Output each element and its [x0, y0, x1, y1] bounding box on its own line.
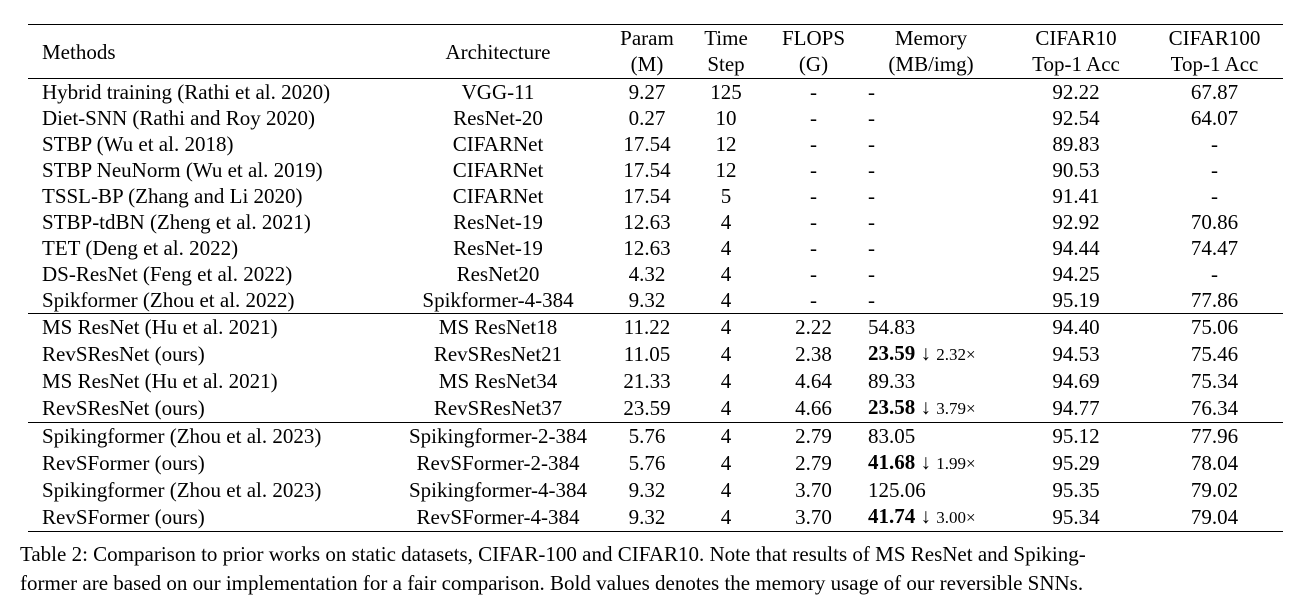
memory-value-bold: 23.59	[868, 341, 916, 365]
cell-flops: 4.66	[795, 396, 832, 420]
down-arrow-icon: ↓	[920, 341, 931, 365]
comparison-table-container	[28, 24, 1283, 532]
cell-cifar100-acc: 79.04	[1146, 503, 1283, 532]
table-body	[28, 79, 1283, 532]
cell-flops: 3.70	[771, 503, 856, 532]
cell-flops: -	[810, 236, 817, 260]
cell-cifar100-acc: 79.02	[1190, 478, 1239, 502]
cell-param: 5.76	[628, 451, 666, 475]
table-row	[28, 394, 1283, 423]
cell-time-step: 12	[715, 132, 737, 156]
caption-line-1: Table 2: Comparison to prior works on static datasets, CIFAR-100 and CIFAR10. Note that results of MS ResNet and Spiking-	[20, 542, 1086, 566]
cell-cifar100-acc: 77.86	[1190, 288, 1239, 312]
cell-method: MS ResNet (Hu et al. 2021)	[42, 369, 278, 393]
cell-cifar10-acc: 94.77	[1052, 396, 1100, 420]
cell-param: 17.54	[623, 184, 671, 208]
cell-method: RevSResNet (ours)	[42, 396, 205, 420]
cell-time-step: 4	[681, 503, 771, 532]
cell-method: TSSL-BP (Zhang and Li 2020)	[42, 184, 303, 208]
cell-architecture: ResNet-19	[453, 210, 543, 234]
cell-flops: -	[810, 184, 817, 208]
cell-cifar10-acc: 94.25	[1052, 262, 1100, 286]
cell-memory: 125.06	[868, 478, 926, 502]
cell-cifar100-acc: -	[1211, 158, 1218, 182]
table-caption	[20, 540, 1290, 598]
cell-param: 12.63	[623, 210, 671, 234]
cell-architecture: ResNet20	[456, 262, 540, 286]
cell-method: MS ResNet (Hu et al. 2021)	[28, 314, 383, 341]
header-memory: Memory	[856, 25, 1006, 52]
header-methods: Methods	[28, 25, 383, 79]
table-row	[28, 340, 1283, 368]
cell-param: 4.32	[628, 262, 666, 286]
cell-param: 9.27	[628, 80, 666, 104]
header-memory-unit: (MB/img)	[856, 51, 1006, 79]
cell-flops: -	[810, 158, 817, 182]
cell-architecture: RevSResNet37	[433, 396, 563, 420]
cell-cifar10-acc: 91.41	[1052, 184, 1100, 208]
cell-flops: 3.70	[795, 478, 832, 502]
table-row	[28, 157, 1283, 183]
cell-cifar10-acc: 92.22	[1052, 80, 1100, 104]
cell-param: 17.54	[623, 158, 671, 182]
cell-memory: 89.33	[868, 369, 916, 393]
cell-cifar10-acc: 95.35	[1052, 478, 1100, 502]
header-cifar10: CIFAR10	[1006, 25, 1146, 52]
header-time-step: Step	[681, 51, 771, 79]
cell-time-step: 4	[720, 451, 732, 475]
down-arrow-icon: ↓	[920, 504, 931, 528]
cell-memory: 83.05	[856, 423, 1006, 450]
cell-memory: -	[868, 132, 875, 156]
header-row-1	[28, 25, 1283, 52]
caption-line-2: former are based on our implementation for a fair comparison. Bold values denotes the memory usage of our reversible SNNs.	[20, 571, 1084, 595]
table-row	[28, 105, 1283, 131]
table-row	[28, 287, 1283, 314]
cell-param: 17.54	[623, 132, 671, 156]
cell-cifar10-acc: 94.44	[1052, 236, 1100, 260]
table-row	[28, 368, 1283, 394]
cell-method: STBP NeuNorm (Wu et al. 2019)	[42, 158, 323, 182]
table-row	[28, 235, 1283, 261]
cell-flops: -	[810, 288, 817, 312]
cell-memory: 54.83	[856, 314, 1006, 341]
cell-flops: 2.22	[771, 314, 856, 341]
cell-flops: -	[810, 210, 817, 234]
cell-memory: -	[868, 210, 875, 234]
cell-cifar100-acc: 64.07	[1190, 106, 1239, 130]
table-row	[28, 131, 1283, 157]
cell-memory: -	[868, 80, 875, 104]
cell-time-step: 4	[681, 314, 771, 341]
down-arrow-icon: ↓	[920, 450, 931, 474]
cell-cifar100-acc: 67.87	[1190, 80, 1239, 104]
cell-time-step: 5	[720, 184, 732, 208]
cell-param: 12.63	[623, 236, 671, 260]
cell-time-step: 125	[710, 80, 742, 104]
cell-flops: -	[810, 262, 817, 286]
cell-memory	[856, 449, 1006, 477]
cell-memory	[856, 394, 1006, 423]
cell-time-step: 4	[720, 369, 732, 393]
cell-architecture: Spikingformer-4-384	[408, 478, 588, 502]
cell-architecture: Spikformer-4-384	[422, 288, 574, 312]
cell-param: 23.59	[623, 396, 671, 420]
memory-value-bold: 41.68	[868, 450, 916, 474]
cell-flops: 2.79	[795, 451, 832, 475]
cell-cifar100-acc: 76.34	[1190, 396, 1239, 420]
table-row	[28, 477, 1283, 503]
header-flops: FLOPS	[771, 25, 856, 52]
cell-architecture: MS ResNet34	[438, 369, 558, 393]
memory-reduction-ratio: 1.99×	[936, 454, 976, 473]
table-row	[28, 183, 1283, 209]
table-header	[28, 25, 1283, 79]
cell-time-step: 4	[720, 288, 732, 312]
table-row	[28, 209, 1283, 235]
cell-time-step: 4	[720, 236, 732, 260]
cell-cifar100-acc: 78.04	[1190, 451, 1239, 475]
cell-memory: -	[868, 288, 875, 312]
cell-memory	[856, 340, 1006, 368]
cell-time-step: 4	[720, 262, 732, 286]
cell-architecture: RevSFormer-4-384	[383, 503, 613, 532]
cell-flops: 4.64	[795, 369, 832, 393]
cell-time-step: 4	[681, 423, 771, 450]
cell-method: TET (Deng et al. 2022)	[42, 236, 239, 260]
cell-architecture: CIFARNet	[452, 132, 544, 156]
cell-cifar10-acc: 92.92	[1052, 210, 1100, 234]
header-architecture: Architecture	[383, 25, 613, 79]
cell-architecture: ResNet-20	[453, 106, 543, 130]
cell-cifar10-acc: 92.54	[1052, 106, 1100, 130]
comparison-table	[28, 24, 1283, 532]
header-param: Param	[613, 25, 681, 52]
cell-method: Spikingformer (Zhou et al. 2023)	[28, 423, 383, 450]
cell-flops: -	[810, 106, 817, 130]
cell-param: 5.76	[613, 423, 681, 450]
cell-flops: 2.38	[795, 342, 832, 366]
cell-method: Diet-SNN (Rathi and Roy 2020)	[42, 106, 315, 130]
cell-param: 21.33	[623, 369, 671, 393]
cell-cifar100-acc: 77.96	[1146, 423, 1283, 450]
cell-architecture: CIFARNet	[452, 184, 544, 208]
header-flops-unit: (G)	[771, 51, 856, 79]
memory-reduction-ratio: 3.79×	[936, 399, 976, 418]
cell-cifar10-acc: 94.69	[1052, 369, 1100, 393]
table-row	[28, 79, 1283, 106]
cell-architecture: MS ResNet18	[383, 314, 613, 341]
cell-memory	[856, 503, 1006, 532]
cell-cifar10-acc: 95.34	[1006, 503, 1146, 532]
cell-method: Hybrid training (Rathi et al. 2020)	[42, 80, 331, 104]
memory-reduction-ratio: 3.00×	[936, 508, 976, 527]
cell-param: 9.32	[613, 503, 681, 532]
header-cifar10-metric: Top-1 Acc	[1006, 51, 1146, 79]
down-arrow-icon: ↓	[920, 395, 931, 419]
table-row	[28, 423, 1283, 450]
cell-cifar100-acc: -	[1211, 132, 1218, 156]
cell-cifar10-acc: 95.12	[1006, 423, 1146, 450]
table-row	[28, 449, 1283, 477]
cell-architecture: CIFARNet	[452, 158, 544, 182]
cell-cifar10-acc: 95.19	[1052, 288, 1100, 312]
cell-method: STBP-tdBN (Zheng et al. 2021)	[42, 210, 311, 234]
cell-cifar10-acc: 94.40	[1006, 314, 1146, 341]
table-row	[28, 503, 1283, 532]
cell-memory: -	[868, 158, 875, 182]
cell-param: 11.05	[623, 342, 671, 366]
cell-cifar100-acc: 75.34	[1190, 369, 1239, 393]
cell-time-step: 12	[715, 158, 737, 182]
cell-memory: -	[868, 106, 875, 130]
header-time: Time	[681, 25, 771, 52]
cell-time-step: 4	[720, 342, 732, 366]
table-row	[28, 314, 1283, 341]
cell-cifar10-acc: 94.53	[1052, 342, 1100, 366]
cell-time-step: 4	[720, 478, 732, 502]
memory-value-bold: 23.58	[868, 395, 916, 419]
cell-flops: -	[810, 132, 817, 156]
header-cifar100: CIFAR100	[1146, 25, 1283, 52]
cell-cifar100-acc: 75.46	[1190, 342, 1239, 366]
cell-cifar10-acc: 90.53	[1052, 158, 1100, 182]
cell-param: 0.27	[628, 106, 666, 130]
cell-method: RevSFormer (ours)	[28, 503, 383, 532]
cell-method: Spikingformer (Zhou et al. 2023)	[42, 478, 322, 502]
cell-cifar10-acc: 89.83	[1052, 132, 1100, 156]
cell-cifar100-acc: 74.47	[1190, 236, 1239, 260]
memory-reduction-ratio: 2.32×	[936, 345, 976, 364]
cell-memory: -	[868, 262, 875, 286]
cell-param: 9.32	[628, 478, 666, 502]
cell-param: 11.22	[613, 314, 681, 341]
cell-architecture: RevSFormer-2-384	[416, 451, 580, 475]
cell-flops: 2.79	[771, 423, 856, 450]
header-cifar100-metric: Top-1 Acc	[1146, 51, 1283, 79]
cell-method: STBP (Wu et al. 2018)	[42, 132, 234, 156]
cell-time-step: 4	[720, 210, 732, 234]
cell-cifar100-acc: 70.86	[1190, 210, 1239, 234]
cell-method: RevSFormer (ours)	[42, 451, 205, 475]
cell-cifar100-acc: -	[1211, 184, 1218, 208]
cell-time-step: 10	[715, 106, 737, 130]
cell-flops: -	[810, 80, 817, 104]
cell-cifar10-acc: 95.29	[1052, 451, 1100, 475]
cell-architecture: RevSResNet21	[433, 342, 563, 366]
header-param-unit: (M)	[613, 51, 681, 79]
cell-architecture: VGG-11	[461, 80, 535, 104]
cell-cifar100-acc: 75.06	[1146, 314, 1283, 341]
cell-memory: -	[868, 184, 875, 208]
cell-time-step: 4	[720, 396, 732, 420]
cell-param: 9.32	[628, 288, 666, 312]
cell-architecture: Spikingformer-2-384	[383, 423, 613, 450]
cell-method: RevSResNet (ours)	[42, 342, 205, 366]
cell-method: Spikformer (Zhou et al. 2022)	[42, 288, 295, 312]
table-row	[28, 261, 1283, 287]
cell-architecture: ResNet-19	[453, 236, 543, 260]
memory-value-bold: 41.74	[868, 504, 916, 528]
cell-method: DS-ResNet (Feng et al. 2022)	[42, 262, 293, 286]
cell-memory: -	[868, 236, 875, 260]
cell-cifar100-acc: -	[1211, 262, 1218, 286]
